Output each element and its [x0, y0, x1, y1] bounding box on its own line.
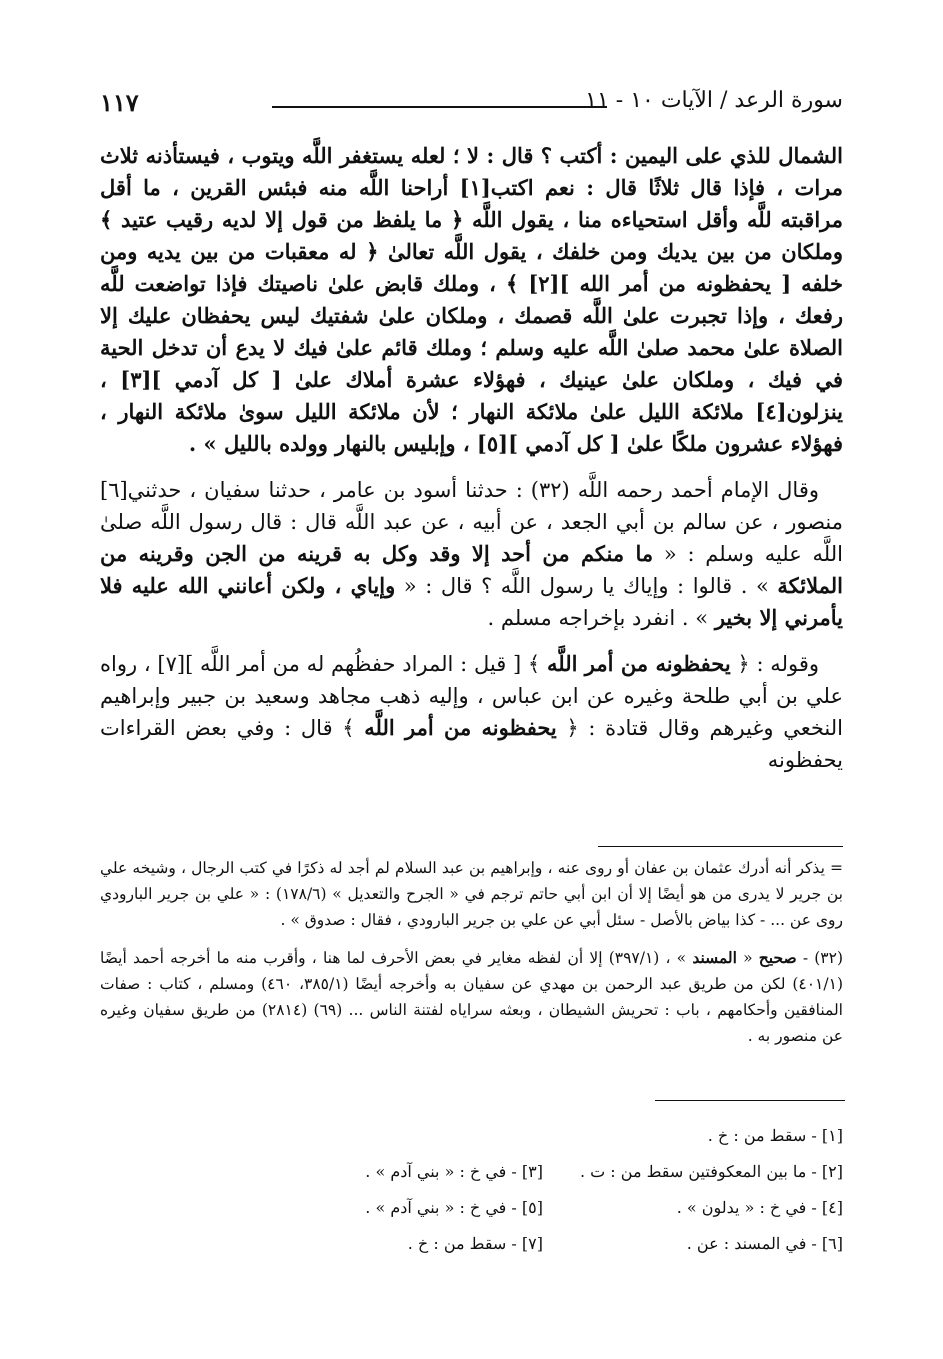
variant-note: [٢] - ما بين المعكوفتين سقط من : ت . [579, 1162, 843, 1181]
text-run: وقوله : ﴿ [730, 652, 819, 676]
variant-note: [٧] - سقط من : خ . [407, 1234, 543, 1253]
variant-note: [٤] - في خ : « يدلون » . [676, 1198, 843, 1217]
variant-row [180, 1118, 843, 1154]
variant-row [180, 1190, 843, 1226]
text-run: ﴾ قال : وفي بعض القراءات يحفظونه [100, 716, 843, 772]
grading-label: صحيح [758, 948, 797, 967]
running-title: سورة الرعد / الآيات ١٠ - ١١ [585, 88, 843, 113]
footnote-number: (٣٢) - [796, 949, 843, 967]
footnote-32 [100, 945, 843, 1049]
page-number: ١١٧ [100, 88, 139, 117]
variant-note: [١] - سقط من : خ . [707, 1126, 843, 1145]
footnotes [100, 855, 843, 1061]
variant-note: [٥] - في خ : « بني آدم » . [365, 1198, 543, 1217]
text-run: « [736, 949, 759, 967]
variant-note: [٦] - في المسند : عن . [686, 1234, 843, 1253]
variant-row [180, 1154, 843, 1190]
source-title: المسند [692, 948, 737, 967]
paragraph-hadith-angels: الشمال للذي على اليمين : أكتب ؟ قال : لا ؛ لعله يستغفر اللَّه ويتوب ، فيستأذنه ثلاث مرات ، فإذا قال ثلاثًا قال : نعم اكتب[١] أراحنا اللَّه منه فبئس القرين ، ما أقل مراقبته للَّه وأقل استحياءه منا ، يقول اللَّه ﴿ ما يلفظ من قول إلا لديه رقيب عتيد ﴾ وملكان من بين يديك ومن خلفك ، يقول اللَّه تعالىٰ ﴿ له معقبات من بين يديه ومن خلفه [ يحفظونه من أمر الله ][٢] ﴾ ، وملك قابض علىٰ ناصيتك فإذا تواضعت للَّه رفعك ، وإذا تجبرت علىٰ اللَّه قصمك ، وملكان علىٰ شفتيك ليس يحفظان عليك إلا الصلاة علىٰ محمد صلىٰ اللَّه عليه وسلم ؛ وملك قائم علىٰ فيك لا يدع أن تدخل الحية في فيك ، وملكان علىٰ عينيك ، فهؤلاء عشرة أملاك علىٰ [ كل آدمي ][٣] ، ينزلون[٤] ملائكة الليل علىٰ ملائكة النهار ؛ لأن ملائكة الليل سوىٰ ملائكة النهار ، فهؤلاء عشرون ملكًا علىٰ [ كل آدمي ][٥] ، وإبليس بالنهار وولده بالليل » . [100, 143, 843, 456]
text-run: وقال الإمام أحمد رحمه اللَّه (٣٢) : حدثنا أسود بن عامر ، حدثنا سفيان ، حدثني[٦] منصور ، عن سالم بن أبي الجعد ، عن أبيه ، عن عبد اللَّه قال : قال رسول اللَّه صلىٰ اللَّه عليه وسلم : « [100, 478, 843, 566]
footnote-continued: = يذكر أنه أدرك عثمان بن عفان أو روى عنه ، وإبراهيم بن عبد السلام لم أجد له ذكرًا في كتب الرجال ، وشيخه علي بن جرير لا يدرى من هو أيضًا إلا أن ابن أبي حاتم ترجم في « الجرح والتعديل » (١٧٨/٦) : « علي بن جرير البارودي روى عن ... - كذا بياض بالأصل - سئل أبي عن علي بن جرير البارودي ، فقال : صدوق » . [100, 859, 843, 929]
text-run: » . انفرد بإخراجه مسلم . [487, 606, 715, 630]
main-text [100, 140, 843, 790]
variant-row [180, 1226, 843, 1262]
header-rule [272, 106, 607, 108]
footnotes-divider [598, 846, 843, 847]
quran-quote: يحفظونه من أمر اللَّه [364, 715, 557, 740]
page-header [100, 88, 843, 122]
variant-note [243, 1118, 543, 1154]
variants-divider [655, 1100, 845, 1101]
paragraph-ahmad-narration [100, 474, 843, 634]
quran-quote: يحفظونه من أمر اللَّه [546, 651, 731, 676]
hadith-text: وإياي ، ولكن أعانني الله عليه فلا يأمرني إلا بخير [100, 573, 843, 630]
paragraph-tafsir [100, 648, 843, 776]
hadith-text: ما منكم من أحد إلا وقد وكل به قرينه من الجن وقرينه من الملائكة [100, 541, 844, 598]
manuscript-variants [180, 1118, 843, 1262]
text-run: » . قالوا : وإياك يا رسول اللَّه ؟ قال : « [395, 574, 778, 598]
text-run: » ، (٣٩٧/١) إلا أن لفظه مغاير في بعض الأحرف لما هنا ، وأقرب منه ما أخرجه أحمد أيضًا (٤٠١/١) لكن من طريق عبد الرحمن بن مهدي عن سفيان به وأخرجه أيضًا (٣٨٥/١، ٤٦٠) ومسلم ، كتاب : صفات المنافقين وأحكامهم ، باب : تحريش الشيطان ، وبعثه سراياه لفتنة الناس ... (٦٩) (٢٨١٤) من طريق سفيان وغيره عن منصور به . [100, 949, 843, 1045]
text-run: ﴾ [ قيل : المراد حفظُهم له من أمر اللَّه ][٧] ، رواه علي بن أبي طلحة وغيره عن ابن عباس ، وإليه ذهب مجاهد وسعيد بن جبير وإبراهيم النخعي وغيرهم وقال قتادة : ﴿ [100, 652, 843, 740]
variant-note: [٣] - في خ : « بني آدم » . [365, 1162, 543, 1181]
